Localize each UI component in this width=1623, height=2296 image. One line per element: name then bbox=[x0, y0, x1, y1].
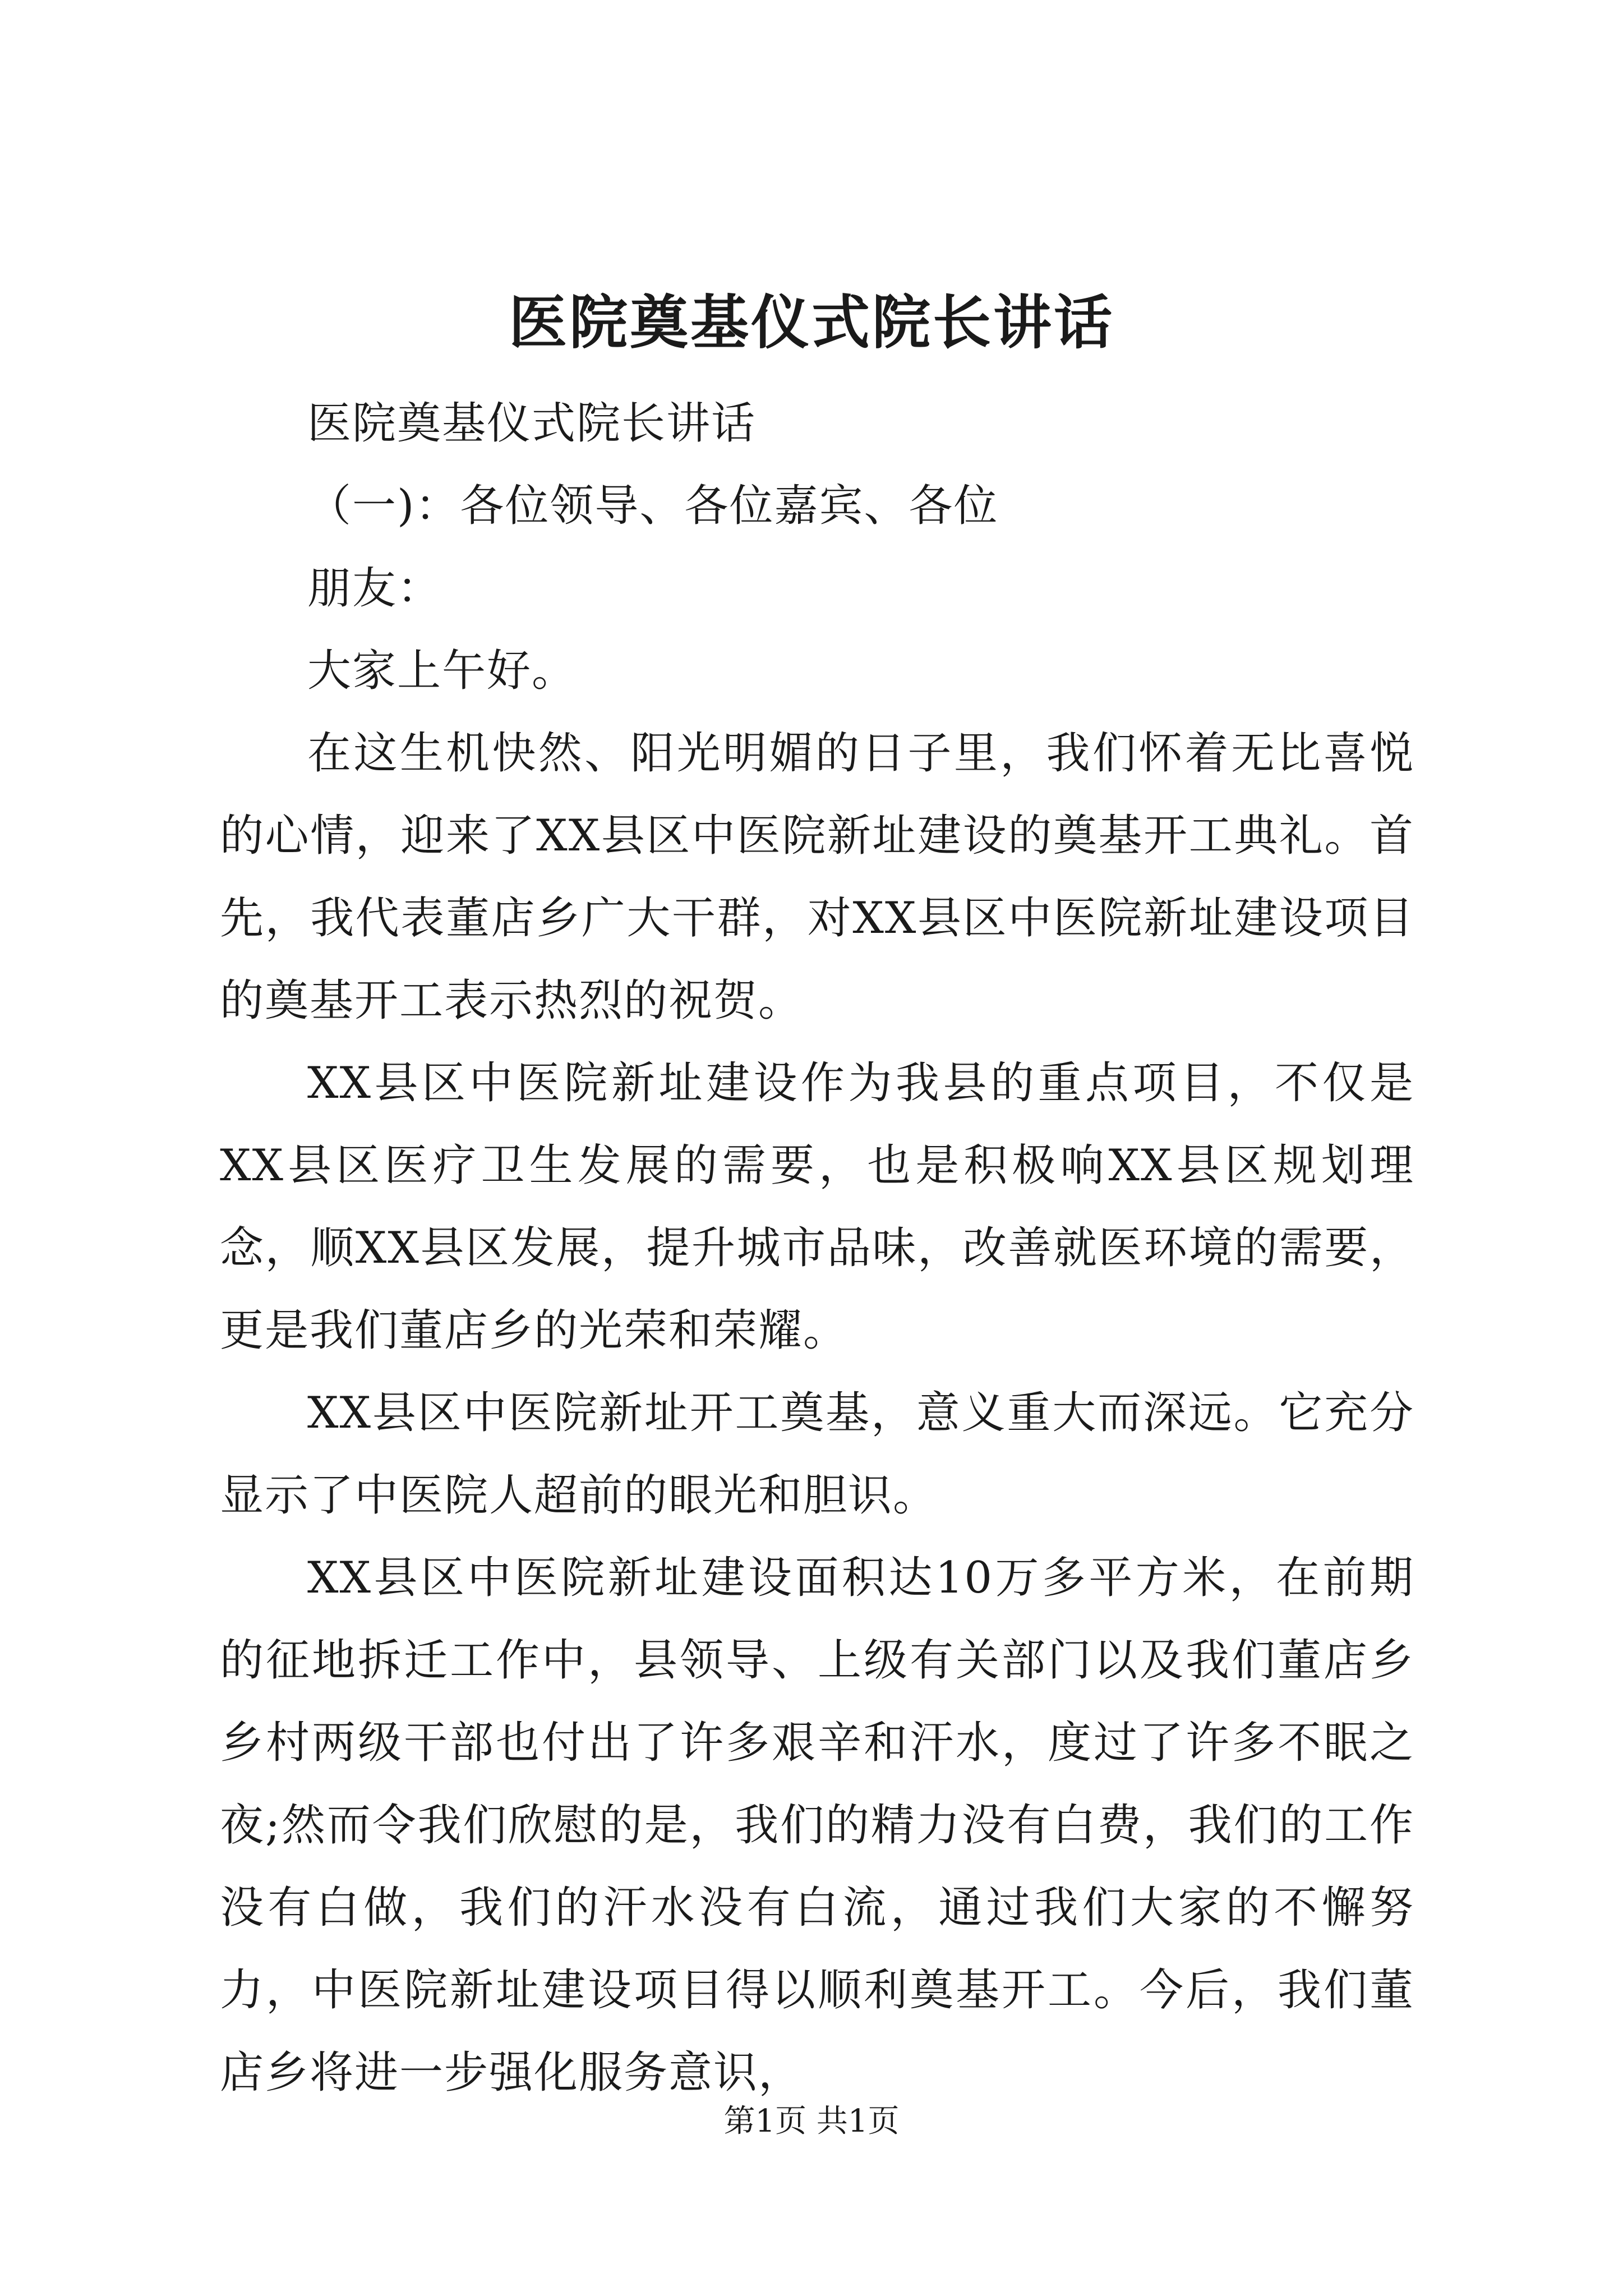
paragraph-meaning: XX县区中医院新址开工奠基，意义重大而深远。它充分显示了中医院人超前的眼光和胆识。 bbox=[220, 1388, 1414, 1521]
paragraph-construction: XX县区中医院新址建设面积达10万多平方米，在前期的征地拆迁工作中，县领导、上级有关部门以及我们董店乡乡村两级干部也付出了许多艰辛和汗水，度过了许多不眠之夜;然而令我们欣慰的是，我们的精力没有白费，我们的工作没有白做，我们的汗水没有白流，通过我们大家的不懈努力，中医院新址建设项目得以顺利奠基开工。今后，我们董店乡将进一步强化服务意识， bbox=[220, 1553, 1414, 2098]
paragraph-significance: XX县区中医院新址建设作为我县的重点项目，不仅是XX县区医疗卫生发展的需要，也是积极响XX县区规划理念，顺XX县区发展，提升城市品味，改善就医环境的需要，更是我们董店乡的光荣和荣耀。 bbox=[220, 1058, 1414, 1356]
document-body bbox=[220, 383, 1414, 2114]
paragraph-subtitle: 医院奠基仪式院长讲话 bbox=[307, 398, 757, 449]
paragraph-opening: 在这生机快然、阳光明媚的日子里，我们怀着无比喜悦的心情，迎来了XX县区中医院新址建设的奠基开工典礼。首先，我代表董店乡广大干群，对XX县区中医院新址建设项目的奠基开工表示热烈的祝贺。 bbox=[220, 728, 1414, 1026]
paragraph-salutation: （一)：各位领导、各位嘉宾、各位 bbox=[307, 481, 999, 531]
document-title: 医院奠基仪式院长讲话 bbox=[508, 288, 1114, 357]
page-footer: 第1页 共1页 bbox=[723, 2103, 900, 2139]
paragraph-greeting: 大家上午好。 bbox=[307, 646, 577, 696]
paragraph-friends: 朋友： bbox=[307, 563, 442, 614]
